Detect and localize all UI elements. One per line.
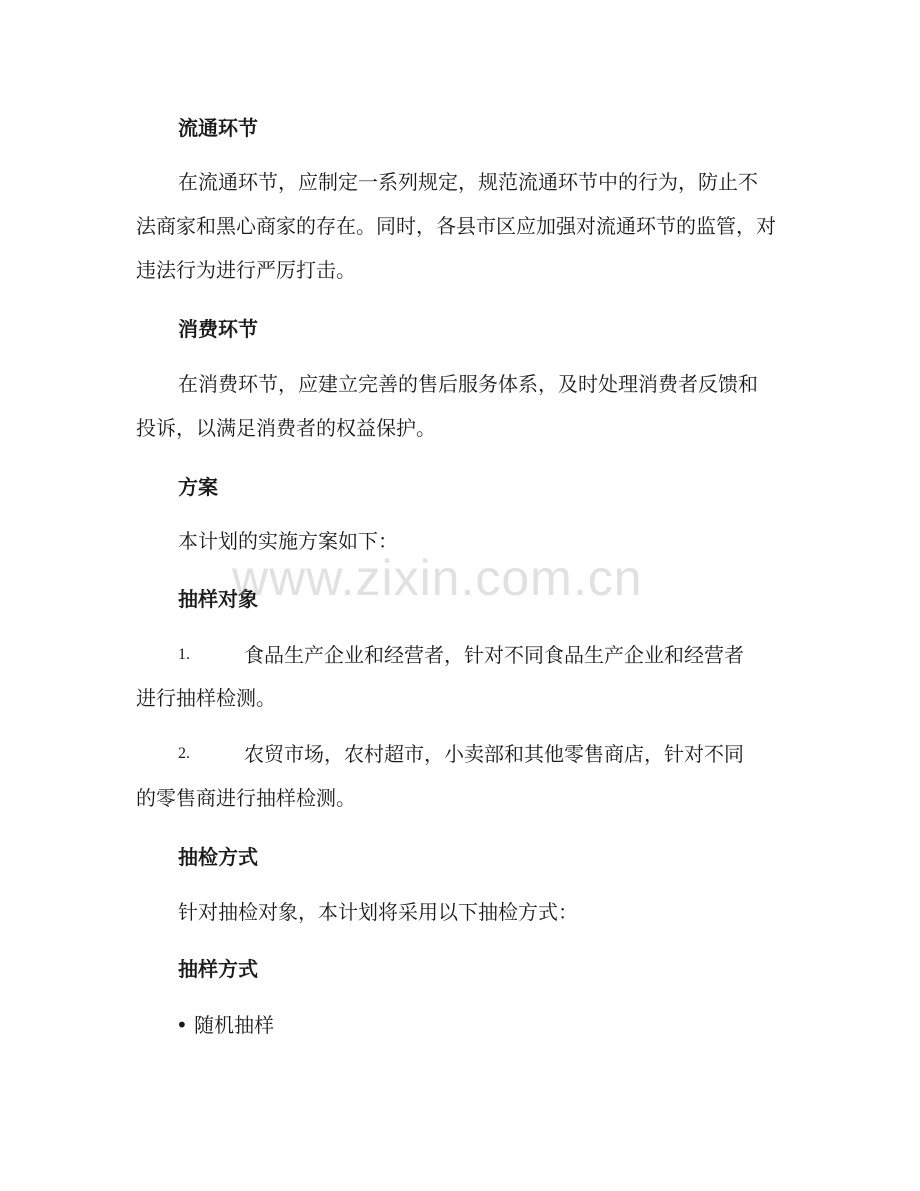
list-item-number: 1. (178, 646, 190, 663)
bullet-random-sampling: • 随机抽样 (176, 1013, 275, 1037)
heading-plan: 方案 (178, 475, 218, 499)
heading-circulation: 流通环节 (178, 116, 258, 140)
list-item-text-continued: 的零售商进行抽样检测。 (136, 786, 356, 810)
list-item-text: 农贸市场，农村超市，小卖部和其他零售商店，针对不同 (244, 742, 744, 766)
paragraph-consumption: 在消费环节，应建立完善的售后服务体系，及时处理消费者反馈和投诉，以满足消费者的权益保护。 (136, 372, 758, 440)
heading-sampling-objects: 抽样对象 (178, 587, 258, 611)
list-item-text-continued: 进行抽样检测。 (136, 686, 276, 710)
heading-consumption: 消费环节 (178, 317, 258, 341)
paragraph-circulation: 在流通环节，应制定一系列规定，规范流通环节中的行为，防止不法商家和黑心商家的存在。同时，各县市区应加强对流通环节的监管，对违法行为进行严厉打击。 (136, 170, 776, 282)
inspection-method-intro: 针对抽检对象，本计划将采用以下抽检方式： (178, 900, 578, 924)
list-item-number: 2. (178, 745, 190, 762)
watermark: www.zixin.com.cn (232, 550, 643, 606)
list-item-text: 食品生产企业和经营者，针对不同食品生产企业和经营者 (244, 643, 744, 667)
heading-sampling-method: 抽样方式 (178, 957, 258, 981)
heading-inspection-method: 抽检方式 (178, 845, 258, 869)
plan-intro: 本计划的实施方案如下： (178, 529, 398, 553)
